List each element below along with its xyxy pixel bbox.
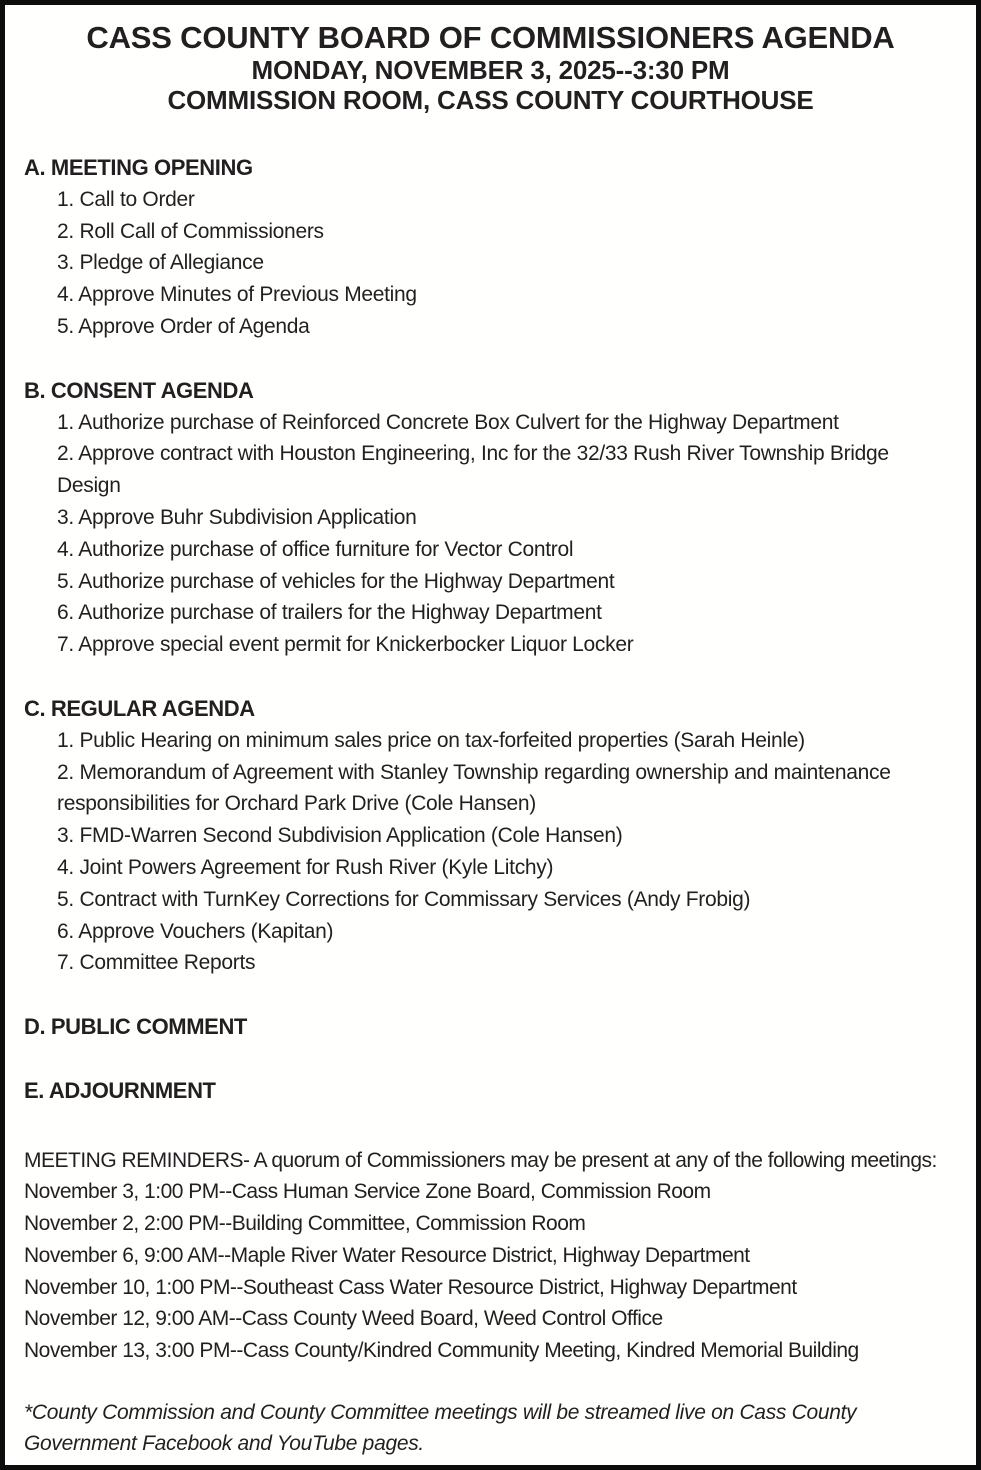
agenda-item: 2. Roll Call of Commissioners <box>57 219 324 243</box>
section-heading-regular-agenda: C. REGULAR AGENDA <box>24 695 255 721</box>
agenda-item: 6. Approve Vouchers (Kapitan) <box>57 919 334 943</box>
section-items-meeting-opening <box>24 184 950 343</box>
reminder-line: November 3, 1:00 PM--Cass Human Service Zone Board, Commission Room <box>24 1180 711 1204</box>
reminder-line: November 6, 9:00 AM--Maple River Water Resource District, Highway Department <box>24 1243 750 1267</box>
reminders-list <box>24 1176 950 1366</box>
agenda-item: 1. Public Hearing on minimum sales price on tax-forfeited properties (Sarah Heinle) <box>57 728 805 752</box>
agenda-item: 2. Approve contract with Houston Engineering, Inc for the 32/33 Rush River Township Bridge Design <box>57 442 889 498</box>
document-body <box>5 152 976 1460</box>
streaming-footnote: *County Commission and County Committee meetings will be streamed live on Cass County Government Facebook and YouTube pages. <box>24 1400 857 1456</box>
agenda-item: 1. Call to Order <box>57 187 195 211</box>
agenda-item: 5. Authorize purchase of vehicles for the Highway Department <box>57 569 615 593</box>
agenda-item: 4. Approve Minutes of Previous Meeting <box>57 283 417 307</box>
reminder-line: November 10, 1:00 PM--Southeast Cass Water Resource District, Highway Department <box>24 1275 797 1299</box>
agenda-item: 7. Committee Reports <box>57 951 256 975</box>
agenda-item: 7. Approve special event permit for Knickerbocker Liquor Locker <box>57 633 634 657</box>
document-title: CASS COUNTY BOARD OF COMMISSIONERS AGENDA <box>86 20 895 55</box>
agenda-item: 5. Contract with TurnKey Corrections for Commissary Services (Andy Frobig) <box>57 887 751 911</box>
section-heading-consent-agenda: B. CONSENT AGENDA <box>24 377 254 403</box>
agenda-item: 5. Approve Order of Agenda <box>57 314 310 338</box>
section-items-regular-agenda <box>24 725 950 979</box>
document-datetime: MONDAY, NOVEMBER 3, 2025--3:30 PM <box>251 55 730 85</box>
agenda-item: 6. Authorize purchase of trailers for the Highway Department <box>57 601 602 625</box>
section-heading-public-comment: D. PUBLIC COMMENT <box>24 1014 247 1040</box>
reminders-intro: MEETING REMINDERS- A quorum of Commissioners may be present at any of the following meetings: <box>24 1148 937 1172</box>
document-header <box>5 21 976 115</box>
agenda-item: 3. Pledge of Allegiance <box>57 251 264 275</box>
reminder-line: November 13, 3:00 PM--Cass County/Kindred Community Meeting, Kindred Memorial Building <box>24 1338 859 1362</box>
agenda-item: 1. Authorize purchase of Reinforced Concrete Box Culvert for the Highway Department <box>57 410 839 434</box>
agenda-item: 4. Joint Powers Agreement for Rush River (Kyle Litchy) <box>57 855 554 879</box>
agenda-item: 4. Authorize purchase of office furniture for Vector Control <box>57 537 574 561</box>
reminder-line: November 12, 9:00 AM--Cass County Weed Board, Weed Control Office <box>24 1307 663 1331</box>
section-heading-meeting-opening: A. MEETING OPENING <box>24 155 253 180</box>
document-location: COMMISSION ROOM, CASS COUNTY COURTHOUSE <box>167 85 814 115</box>
section-heading-adjournment: E. ADJOURNMENT <box>24 1077 216 1103</box>
meeting-reminders <box>24 1145 950 1367</box>
reminder-line: November 2, 2:00 PM--Building Committee, Commission Room <box>24 1212 586 1236</box>
agenda-item: 3. FMD-Warren Second Subdivision Application (Cole Hansen) <box>57 824 623 848</box>
agenda-item: 2. Memorandum of Agreement with Stanley Township regarding ownership and maintenance responsibilities for Orchard Park Drive (Cole Hansen) <box>57 760 891 816</box>
agenda-item: 3. Approve Buhr Subdivision Application <box>57 505 417 529</box>
section-items-consent-agenda <box>24 407 950 661</box>
